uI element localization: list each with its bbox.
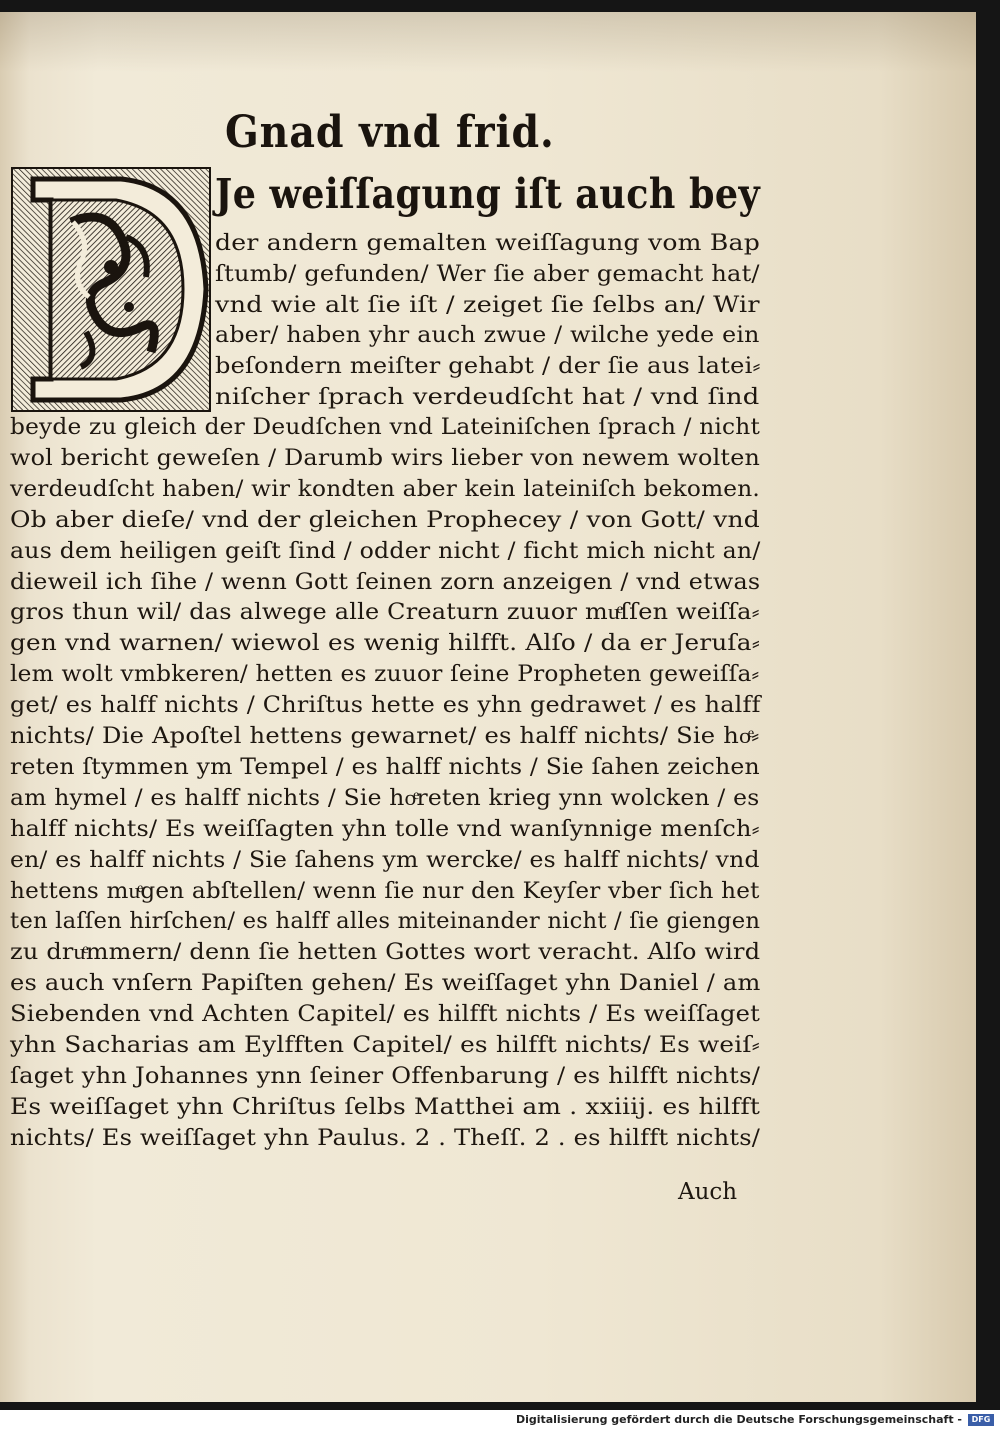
text-line: gros thun wil/ das alwege alle Creaturn zuuor muͤſſen weiſſa⸗ bbox=[10, 599, 760, 626]
text-line: beſondern meiſter gehabt / der ſie aus latei⸗ bbox=[215, 353, 761, 380]
text-line: Ob aber dieſe/ vnd der gleichen Prophecey / von Gott/ vnd bbox=[10, 506, 761, 533]
text-line: niſcher ſprach verdeudſcht hat / vnd ſind bbox=[215, 384, 760, 410]
catchword: Auch bbox=[678, 1179, 738, 1205]
text-line: am hymel / es halff nichts / Sie hoͤreten krieg ynn wolcken / es bbox=[10, 784, 760, 811]
text-line: gen vnd warnen/ wiewol es wenig hilfft. Alſo / da er Jeruſa⸗ bbox=[10, 630, 761, 657]
text-line: aber/ haben yhr auch zwue / wilche yede ein bbox=[215, 322, 760, 349]
text-line: Es weiſſaget yhn Chriſtus ſelbs Matthei am . xxiiij. es hilfft bbox=[10, 1093, 761, 1120]
funding-credit: Digitalisierung gefördert durch die Deutsche Forschungsgemeinschaft - bbox=[515, 1413, 962, 1426]
page-heading: Gnad vnd frid. bbox=[225, 107, 555, 158]
text-line: nichts/ Es weiſſaget yhn Paulus. 2 . Theſſ. 2 . es hilfft nichts/ bbox=[10, 1124, 761, 1151]
text-line: aus dem heiligen geiſt ſind / odder nicht / ficht mich nicht an/ bbox=[10, 537, 761, 564]
text-line: verdeudſcht haben/ wir kondten aber kein lateiniſch bekomen. bbox=[10, 475, 761, 502]
text-line: nichts/ Die Apoſtel hettens gewarnet/ es halff nichts/ Sie hoͤ⸗ bbox=[10, 723, 760, 749]
text-line: vnd wie alt ſie iſt / zeiget ſie ſelbs an/ Wir bbox=[215, 291, 760, 318]
text-line: es auch vnſern Papiſten gehen/ Es weiſſaget yhn Daniel / am bbox=[10, 970, 761, 997]
text-line: yhn Sacharias am Eylfften Capitel/ es hilfft nichts/ Es weiſ⸗ bbox=[10, 1032, 761, 1058]
text-line: hettens muͤgen abſtellen/ wenn ſie nur den Keyſer vber ſich het bbox=[10, 877, 760, 904]
text-line: zu druͤmmern/ denn ſie hetten Gottes wort veracht. Alſo wird bbox=[10, 939, 761, 966]
text-line: halff nichts/ Es weiſſagten yhn tolle vnd wanſynnige menſch⸗ bbox=[10, 815, 760, 842]
decorated-initial-letter bbox=[11, 167, 211, 412]
text-line: Siebenden vnd Achten Capitel/ es hilfft nichts / Es weiſſaget bbox=[10, 1001, 761, 1028]
text-line: dieweil ich ſihe / wenn Gott ſeinen zorn anzeigen / vnd etwas bbox=[10, 568, 761, 595]
text-line: get/ es halff nichts / Chriſtus hette es yhn gedrawet / es halff bbox=[10, 692, 761, 719]
text-line: en/ es halff nichts / Sie ſahens ym wercke/ es halff nichts/ vnd bbox=[10, 846, 760, 873]
digitization-footer bbox=[0, 1410, 1000, 1431]
text-line: ten laſſen hirſchen/ es halff alles miteinander nicht / ſie giengen bbox=[10, 908, 761, 935]
text-line: der andern gemalten weiſſagung vom Bap bbox=[215, 230, 761, 256]
book-page bbox=[0, 12, 976, 1402]
text-line: lem wolt vmbkeren/ hetten es zuuor ſeine Propheten geweiſſa⸗ bbox=[10, 661, 760, 688]
text-line: beyde zu gleich der Deudſchen vnd Lateiniſchen ſprach / nicht bbox=[10, 414, 761, 440]
text-line: reten ſtymmen ym Tempel / es halff nichts / Sie ſahen zeichen bbox=[10, 753, 760, 780]
text-line: wol bericht geweſen / Darumb wirs lieber von newem wolten bbox=[10, 444, 761, 471]
opening-line: Je weiſſagung iſt auch bey bbox=[215, 170, 761, 218]
text-line: ſtumb/ gefunden/ Wer ſie aber gemacht hat/ bbox=[215, 260, 760, 287]
text-line: ſaget yhn Johannes ynn ſeiner Offenbarung / es hilfft nichts/ bbox=[10, 1062, 761, 1089]
dfg-logo: DFG bbox=[968, 1414, 994, 1426]
